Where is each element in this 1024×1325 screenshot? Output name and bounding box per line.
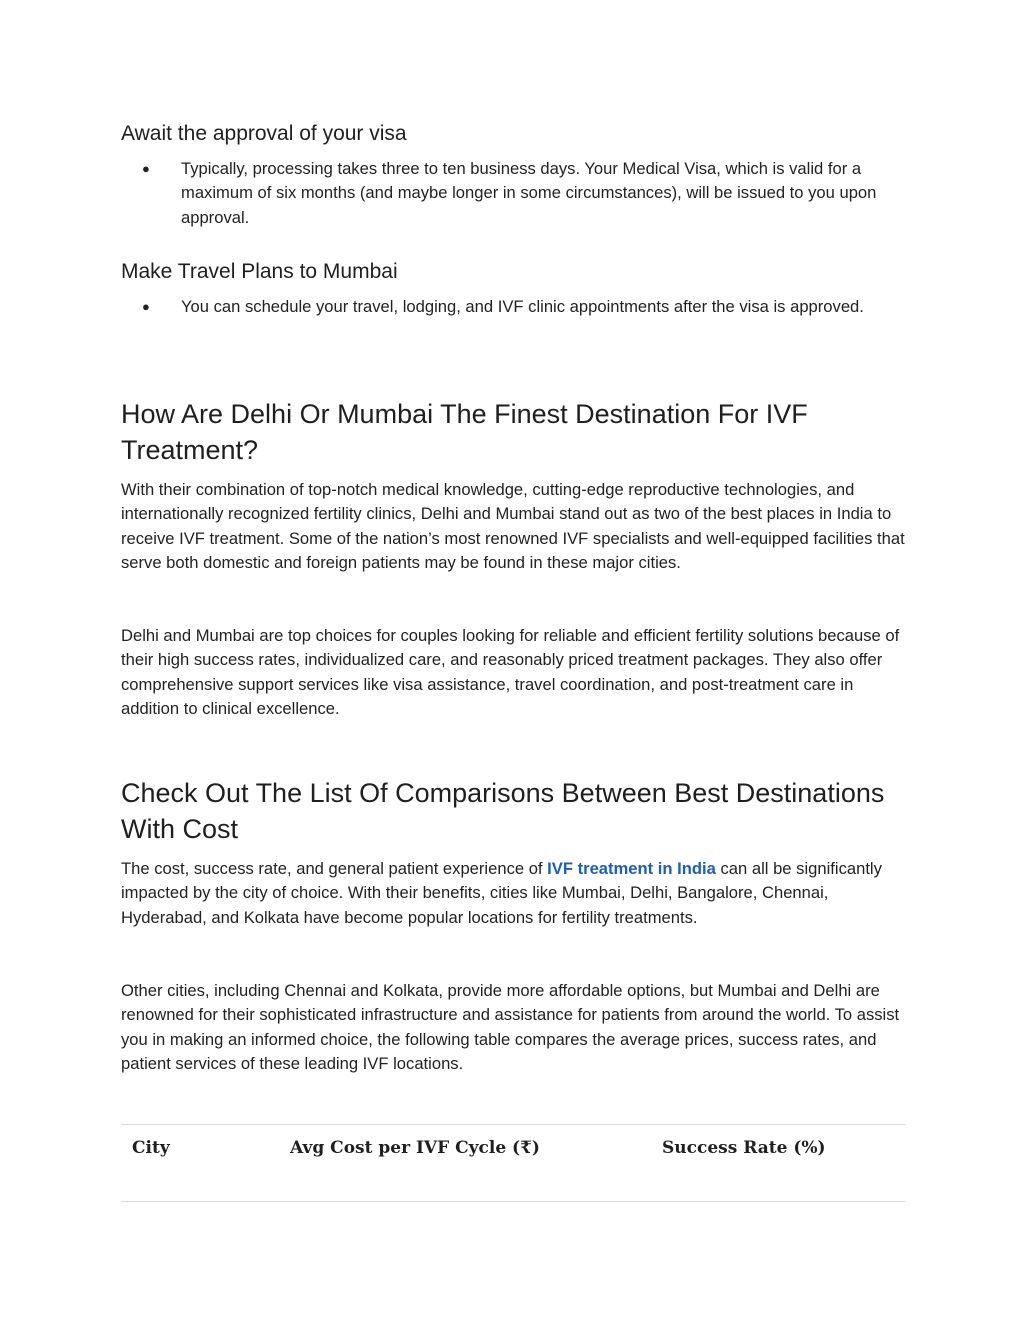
- comparisons-paragraph-1: [121, 857, 905, 930]
- list-item-text: You can schedule your travel, lodging, and IVF clinic appointments after the visa is approved.: [181, 297, 864, 316]
- finest-destination-paragraph-2: Delhi and Mumbai are top choices for couples looking for reliable and efficient fertility solutions because of their high success rates, individualized care, and reasonably priced treatment packages. They also offer comprehensive support services like visa assistance, travel coordination, and post-treatment care in addition to clinical excellence.: [121, 626, 900, 719]
- list-item-text: Typically, processing takes three to ten business days. Your Medical Visa, which is valid for a maximum of six months (and maybe longer in some circumstances), will be issued to you upon approval.: [181, 159, 877, 227]
- table-header-success-rate: Success Rate (%): [662, 1138, 826, 1158]
- table-header-city: City: [132, 1138, 170, 1158]
- comparison-table: [121, 1124, 905, 1202]
- finest-destination-paragraph-1: With their combination of top-notch medical knowledge, cutting-edge reproductive technologies, and internationally recognized fertility clinics, Delhi and Mumbai stand out as two of the best places in India to receive IVF treatment. Some of the nation’s most renowned IVF specialists and well-equipped facilities that serve both domestic and foreign patients may be found in these major cities.: [121, 480, 905, 573]
- comparisons-paragraph-2: Other cities, including Chennai and Kolkata, provide more affordable options, but Mumbai and Delhi are renowned for their sophisticated infrastructure and assistance for patients from around the world. To assist you in making an informed choice, the following table compares the average prices, success rates, and patient services of these leading IVF locations.: [121, 981, 900, 1074]
- bullet-icon: ●: [142, 299, 150, 314]
- ivf-treatment-india-link[interactable]: IVF treatment in India: [547, 859, 716, 878]
- list-item: [121, 295, 905, 319]
- heading-visa-approval: Await the approval of your visa: [121, 122, 407, 145]
- travel-plans-list: [121, 295, 905, 319]
- bullet-icon: ●: [142, 161, 150, 176]
- heading-travel-plans: Make Travel Plans to Mumbai: [121, 260, 398, 283]
- heading-finest-destination: How Are Delhi Or Mumbai The Finest Destination For IVF Treatment?: [121, 399, 808, 465]
- comparisons-paragraph-1-end: can all be significantly impacted by the city of choice. With their benefits, cities like Mumbai, Delhi, Bangalore, Chennai, Hyderabad, and Kolkata have become popular locations for fertility treatments.: [121, 859, 882, 927]
- table-header-avg-cost: Avg Cost per IVF Cycle (₹): [290, 1138, 540, 1158]
- comparisons-paragraph-1-start: The cost, success rate, and general patient experience of: [121, 859, 548, 878]
- visa-approval-list: [121, 157, 905, 230]
- heading-comparisons: Check Out The List Of Comparisons Between Best Destinations With Cost: [121, 778, 885, 844]
- list-item: [121, 157, 905, 230]
